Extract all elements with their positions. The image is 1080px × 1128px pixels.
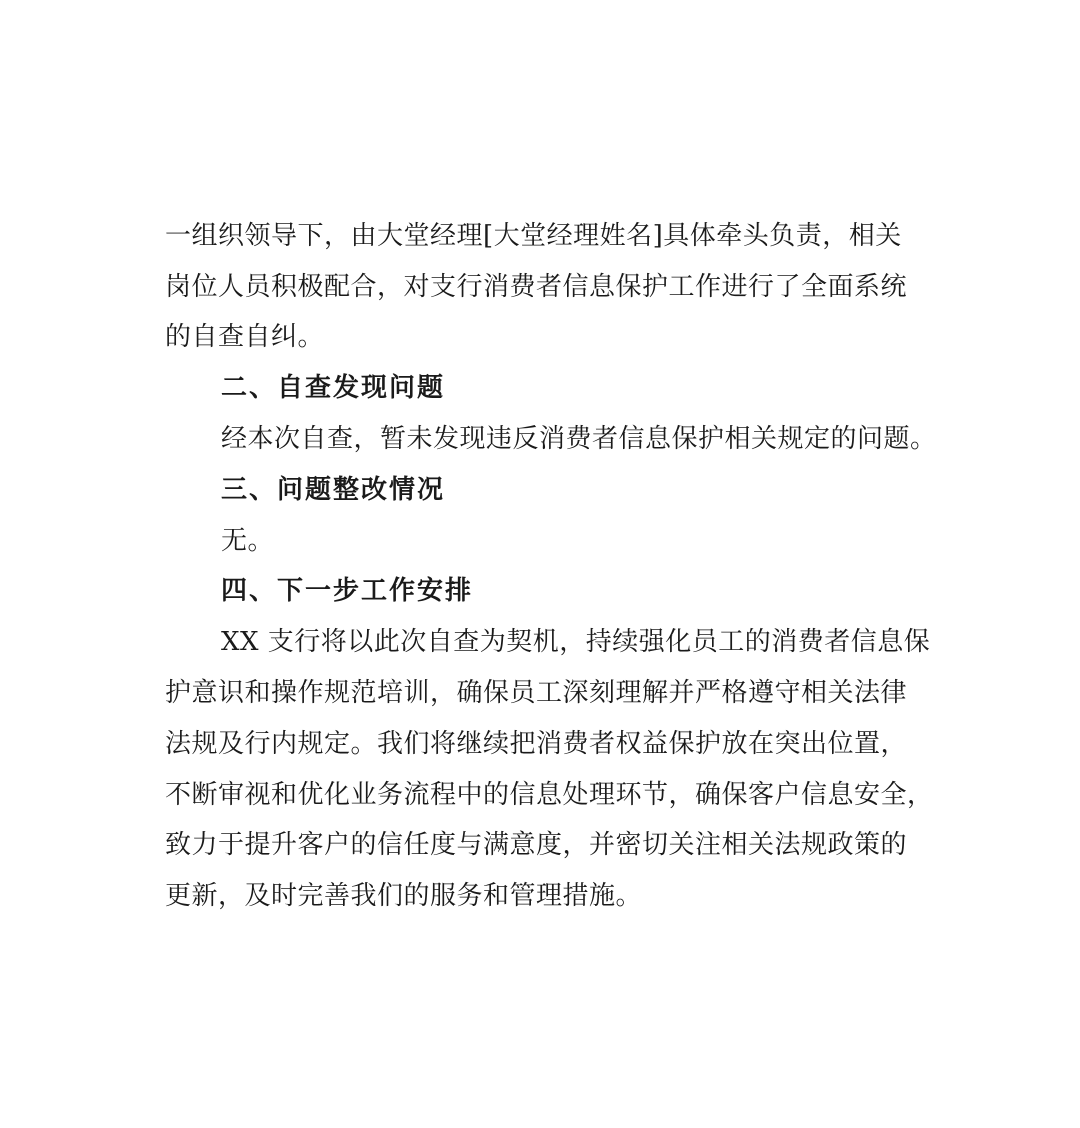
paragraph-line: 护意识和操作规范培训，确保员工深刻理解并严格遵守相关法律: [165, 678, 908, 708]
paragraph-line: XX 支行将以此次自查为契机，持续强化员工的消费者信息保: [221, 627, 931, 657]
paragraph-line: 经本次自查，暂未发现违反消费者信息保护相关规定的问题。: [221, 424, 937, 454]
section-heading: 四、下一步工作安排: [221, 576, 474, 606]
paragraph-line: 不断审视和优化业务流程中的信息处理环节，确保客户信息安全，: [165, 780, 934, 810]
paragraph-line: 更新，及时完善我们的服务和管理措施。: [165, 881, 643, 911]
paragraph-line: 一组织领导下，由大堂经理[大堂经理姓名]具体牵头负责，相关: [165, 221, 902, 251]
paragraph-line: 的自查自纠。: [165, 322, 325, 352]
paragraph-line: 法规及行内规定。我们将继续把消费者权益保护放在突出位置，: [165, 729, 908, 759]
paragraph-line: 岗位人员积极配合，对支行消费者信息保护工作进行了全面系统: [165, 272, 908, 302]
paragraph-line: 致力于提升客户的信任度与满意度，并密切关注相关法规政策的: [165, 830, 908, 860]
paragraph-line: 无。: [221, 526, 275, 556]
section-heading: 二、自查发现问题: [221, 373, 446, 403]
section-heading: 三、问题整改情况: [221, 475, 446, 505]
